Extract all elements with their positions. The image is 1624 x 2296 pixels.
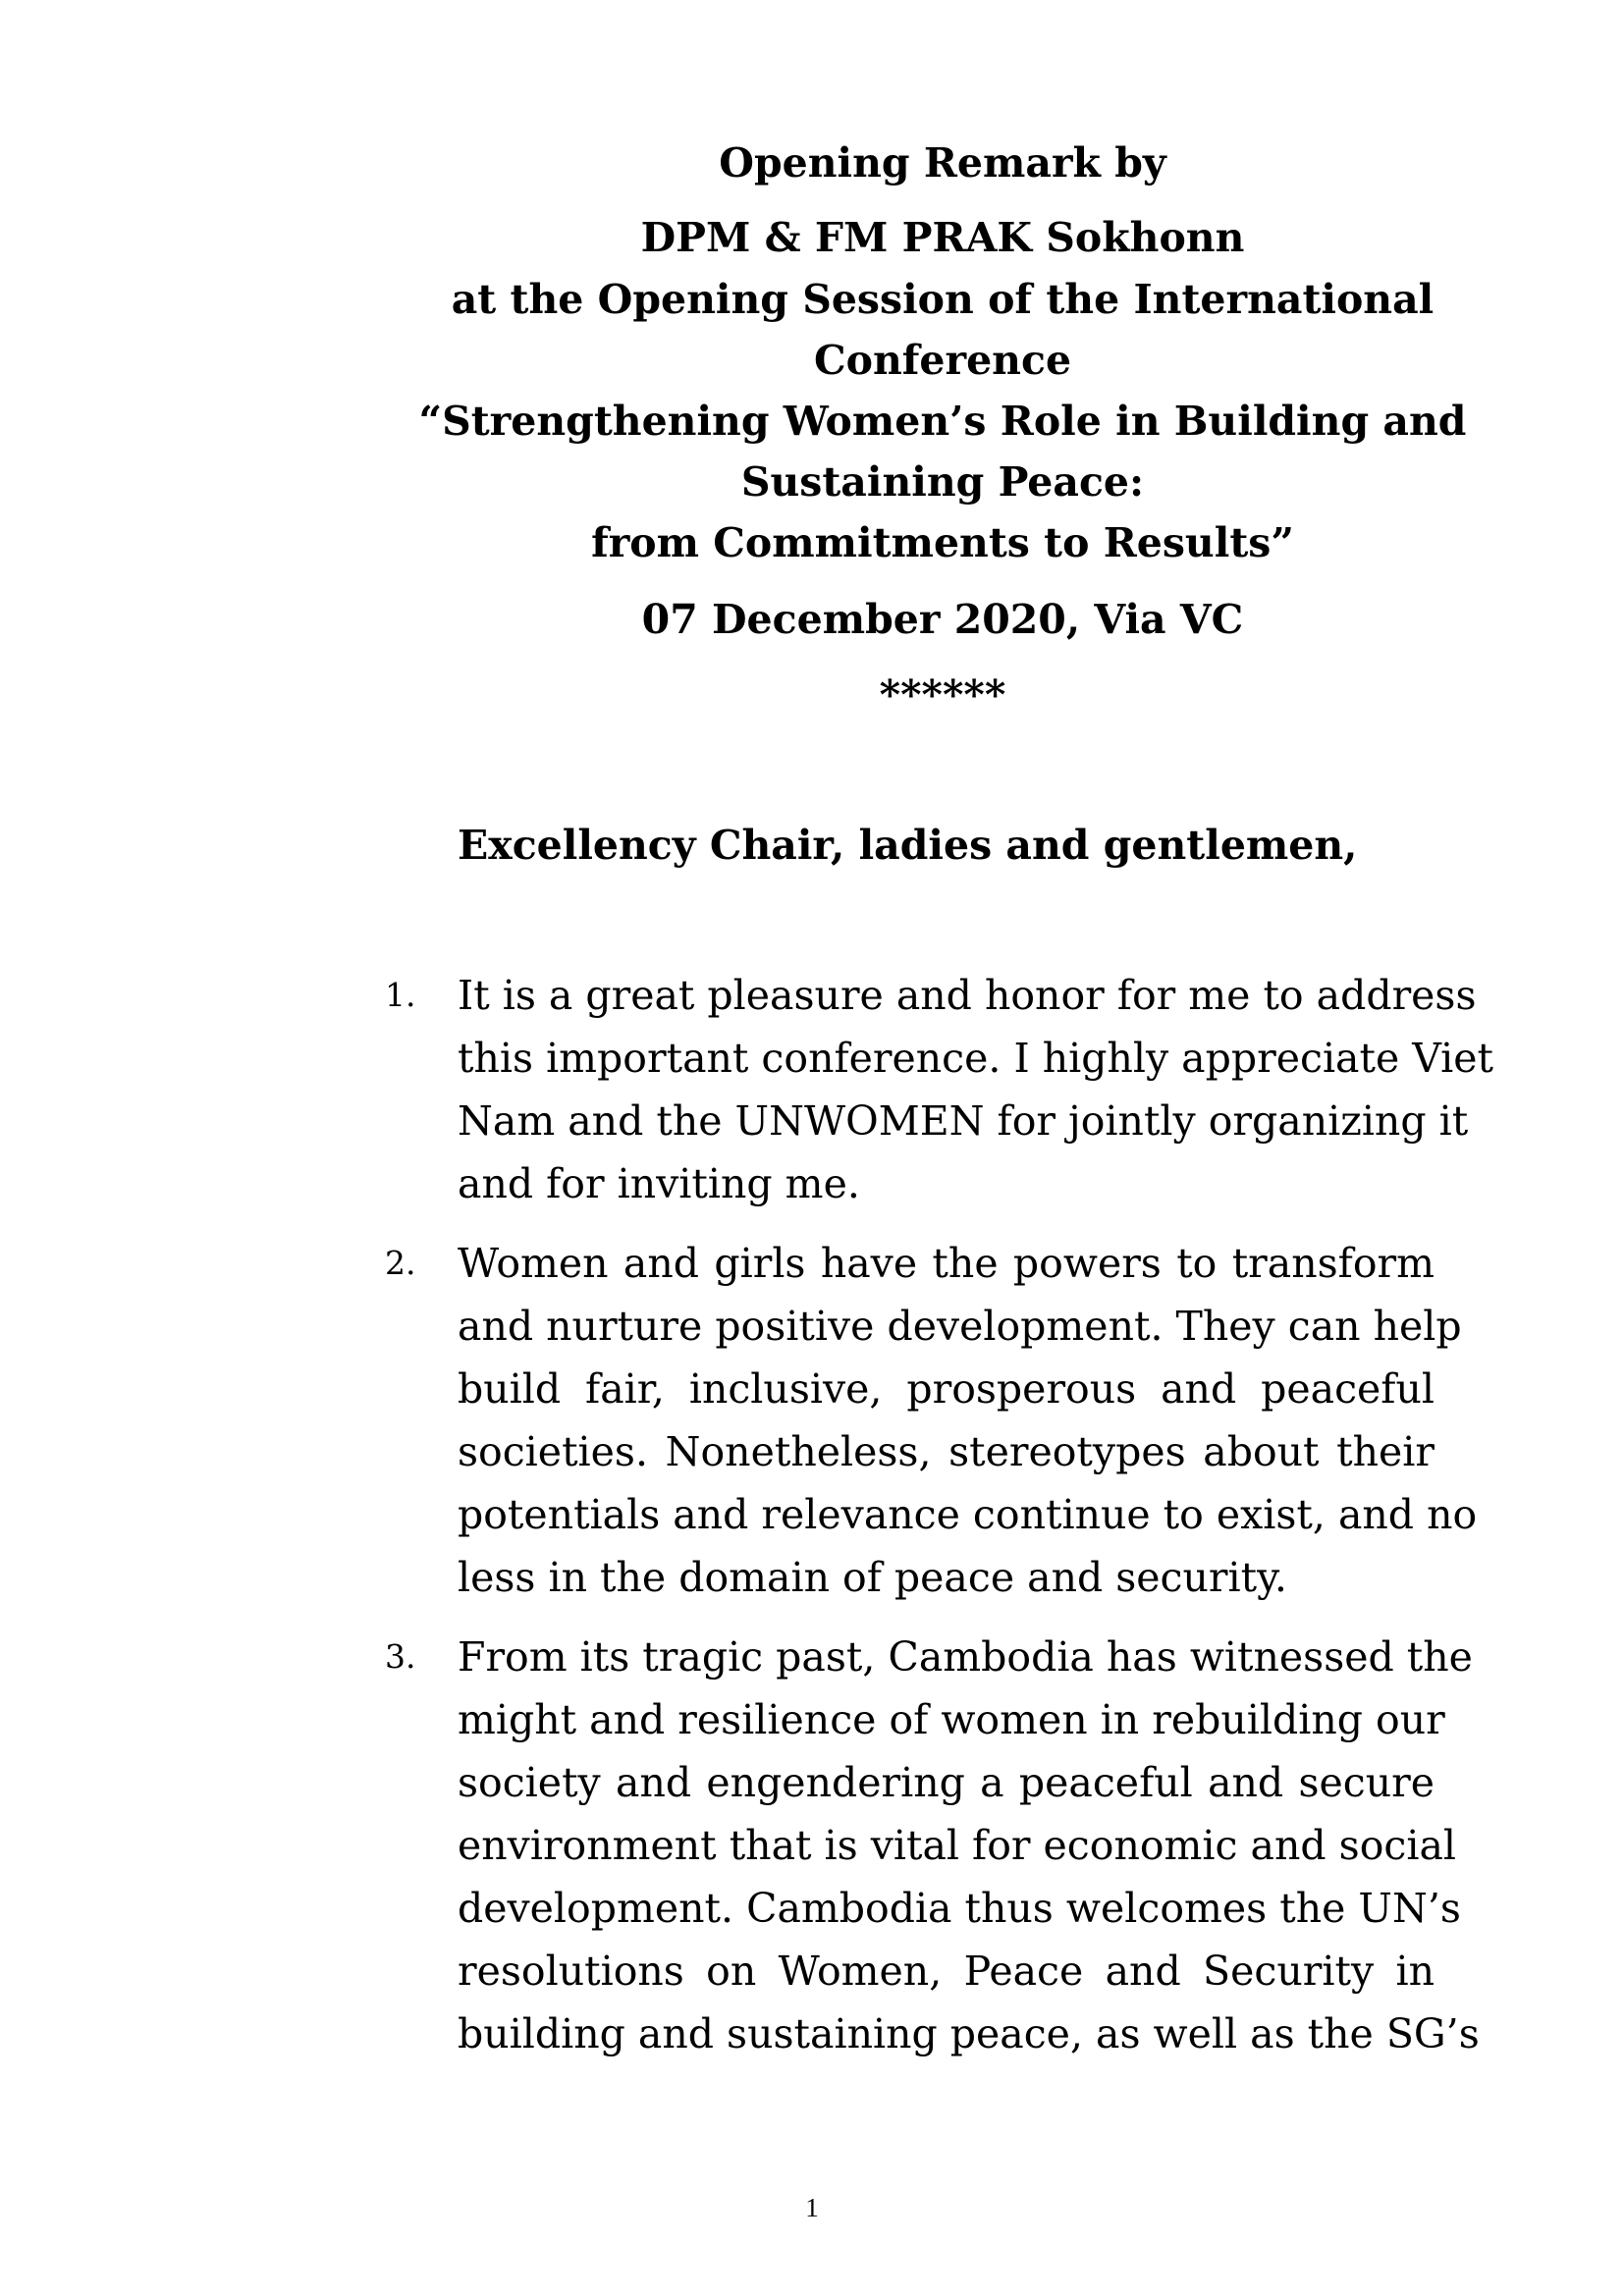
- paragraph-number: 3.: [385, 1637, 416, 1676]
- paragraph-line: and for inviting me.: [458, 1160, 860, 1207]
- event-line-conference: Conference: [813, 337, 1072, 384]
- paragraph-line: this important conference. I highly appreciate Viet: [458, 1035, 1494, 1082]
- paragraph-line: less in the domain of peace and security.: [458, 1554, 1287, 1601]
- title-opening-remark: Opening Remark by: [719, 139, 1166, 187]
- date-line: 07 December 2020, Via VC: [641, 596, 1244, 643]
- paragraph-line: development. Cambodia thus welcomes the UN’s: [458, 1885, 1461, 1932]
- paragraph-line: It is a great pleasure and honor for me to address: [458, 972, 1477, 1019]
- paragraph-line: building and sustaining peace, as well as the SG’s: [458, 2010, 1480, 2057]
- paragraph-line: society and engendering a peaceful and secure: [458, 1759, 1435, 1806]
- paragraph-line: Women and girls have the powers to transform: [458, 1240, 1435, 1287]
- paragraph-line: resolutions on Women, Peace and Security in: [458, 1948, 1435, 1995]
- paragraph-line: and nurture positive development. They can help: [458, 1303, 1462, 1350]
- page-number: 1: [805, 2193, 819, 2222]
- paragraph-line: build fair, inclusive, prosperous and peaceful: [458, 1365, 1435, 1413]
- conference-title-line3: from Commitments to Results”: [591, 519, 1294, 566]
- event-line: at the Opening Session of the International: [451, 276, 1435, 323]
- paragraph-number: 1.: [385, 976, 416, 1014]
- salutation: Excellency Chair, ladies and gentlemen,: [458, 822, 1358, 869]
- paragraph-line: might and resilience of women in rebuilding our: [458, 1696, 1445, 1743]
- paragraph-line: environment that is vital for economic and social: [458, 1822, 1457, 1869]
- conference-title-line2: Sustaining Peace:: [740, 458, 1145, 506]
- paragraph-line: From its tragic past, Cambodia has witnessed the: [458, 1633, 1473, 1681]
- paragraph-number: 2.: [385, 1244, 416, 1282]
- separator-asterisks: ******: [879, 671, 1006, 719]
- conference-title-line1: “Strengthening Women’s Role in Building and: [418, 398, 1467, 445]
- paragraph-line: societies. Nonetheless, stereotypes about their: [458, 1428, 1435, 1475]
- paragraph-line: Nam and the UNWOMEN for jointly organizing it: [458, 1097, 1469, 1145]
- speaker-name: DPM & FM PRAK Sokhonn: [640, 214, 1245, 261]
- paragraph-line: potentials and relevance continue to exist, and no: [458, 1491, 1478, 1538]
